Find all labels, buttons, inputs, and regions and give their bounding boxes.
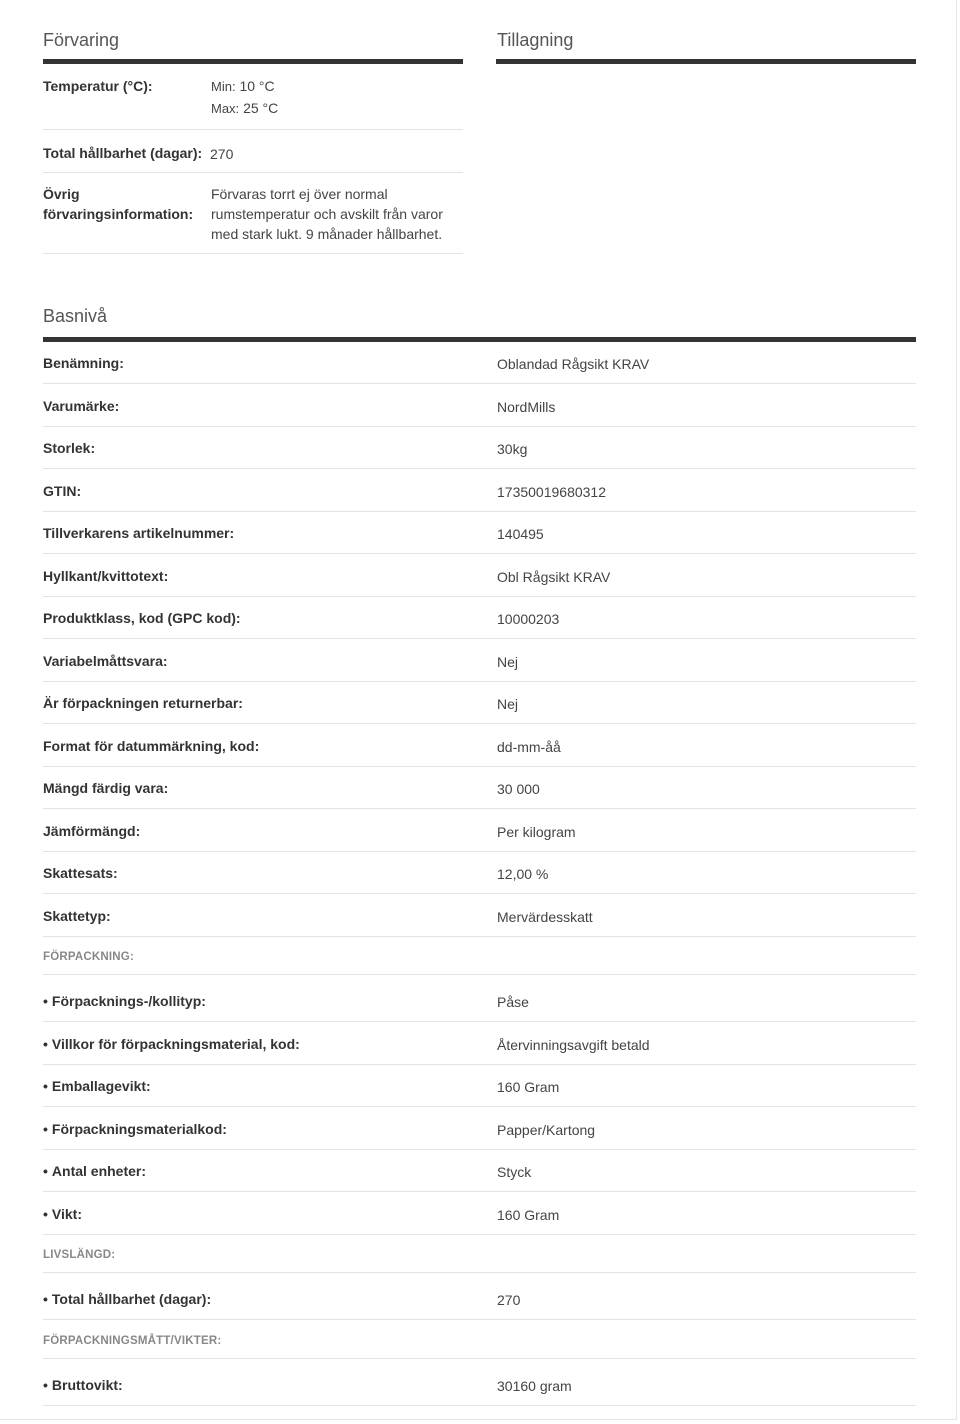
- forpackning-row-label: • Förpackningsmaterialkod:: [43, 1121, 227, 1137]
- shelf-life-label: Total hållbarhet (dagar):: [43, 145, 203, 161]
- basniva-row-label: Tillverkarens artikelnummer:: [43, 525, 235, 541]
- basniva-row-value: dd-mm-åå: [497, 739, 561, 755]
- basniva-row-value: NordMills: [497, 399, 556, 415]
- basniva-row-value: 12,00 %: [497, 866, 549, 882]
- basniva-row-label: Benämning:: [43, 355, 124, 371]
- forvaring-underline: [43, 59, 463, 64]
- row-divider: [43, 723, 916, 724]
- basniva-row-label: Mängd färdig vara:: [43, 780, 169, 796]
- row-divider: [43, 383, 916, 384]
- divider: [43, 129, 463, 130]
- basniva-row-label: Format för datummärkning, kod:: [43, 738, 260, 754]
- row-divider: [43, 936, 916, 937]
- matt-row-label: • Bruttovikt:: [43, 1377, 123, 1393]
- basniva-row-label: Jämförmängd:: [43, 823, 141, 839]
- tillagning-title: Tillagning: [497, 30, 574, 50]
- basniva-row-value: 30kg: [497, 441, 528, 457]
- basniva-row-label: Varumärke:: [43, 398, 120, 414]
- forpackning-heading: FÖRPACKNING:: [43, 951, 134, 963]
- forpackning-row-label: • Vikt:: [43, 1206, 82, 1222]
- basniva-row-label: GTIN:: [43, 483, 82, 499]
- livslangd-heading: LIVSLÄNGD:: [43, 1249, 116, 1261]
- row-divider: [43, 1021, 916, 1022]
- row-divider: [43, 851, 916, 852]
- row-divider: [43, 426, 916, 427]
- basniva-row-label: Variabelmåttsvara:: [43, 653, 168, 669]
- forpackning-row-value: Papper/Kartong: [497, 1122, 596, 1138]
- basniva-row-value: Oblandad Rågsikt KRAV: [497, 356, 650, 372]
- temperature-label: Temperatur (°C):: [43, 78, 153, 94]
- row-divider: [43, 808, 916, 809]
- row-divider: [43, 511, 916, 512]
- basniva-row-label: Skattetyp:: [43, 908, 111, 924]
- row-divider: [43, 1234, 916, 1235]
- forpackning-row-value: 160 Gram: [497, 1207, 560, 1223]
- forpackning-row-label: • Emballagevikt:: [43, 1078, 151, 1094]
- basniva-row-value: 140495: [497, 526, 544, 542]
- divider: [43, 253, 463, 254]
- basniva-title: Basnivå: [43, 306, 108, 326]
- other-storage-label: Övrig förvaringsinformation:: [43, 186, 194, 222]
- forpackning-row-label: • Villkor för förpackningsmaterial, kod:: [43, 1036, 300, 1052]
- forpackning-row-label: • Förpacknings-/kollityp:: [43, 993, 206, 1009]
- row-divider: [43, 1106, 916, 1107]
- basniva-row-label: Produktklass, kod (GPC kod):: [43, 610, 241, 626]
- forpackning-row-value: Styck: [497, 1164, 532, 1180]
- matt-row-value: 30160 gram: [497, 1378, 572, 1394]
- forvaring-title: Förvaring: [43, 30, 120, 50]
- row-divider: [43, 553, 916, 554]
- row-divider: [43, 596, 916, 597]
- basniva-row-value: Nej: [497, 654, 519, 670]
- row-divider: [43, 681, 916, 682]
- forpackning-row-value: 160 Gram: [497, 1079, 560, 1095]
- tillagning-underline: [496, 59, 916, 64]
- shelf-life-value: 270: [210, 146, 234, 162]
- temperature-max: Max: 25 °C: [211, 100, 279, 116]
- row-divider: [43, 893, 916, 894]
- temperature-min: Min: 10 °C: [211, 78, 275, 94]
- other-storage-value: Förvaras torrt ej över normal rumstemperatur och avskilt från varor med stark lukt. 9 månader hållbarhet.: [211, 186, 443, 242]
- basniva-row-value: 10000203: [497, 611, 560, 627]
- row-divider: [43, 638, 916, 639]
- row-divider: [43, 766, 916, 767]
- basniva-row-value: Obl Rågsikt KRAV: [497, 569, 611, 585]
- forpackning-row-value: Återvinningsavgift betald: [497, 1037, 650, 1053]
- basniva-row-value: 17350019680312: [497, 484, 607, 500]
- row-divider: [43, 1272, 916, 1273]
- row-divider: [43, 1064, 916, 1065]
- row-divider: [43, 1149, 916, 1150]
- matt-heading: FÖRPACKNINGSMÅTT/VIKTER:: [43, 1335, 222, 1347]
- divider: [43, 172, 463, 173]
- basniva-row-label: Hyllkant/kvittotext:: [43, 568, 169, 584]
- basniva-row-label: Skattesats:: [43, 865, 118, 881]
- row-divider: [43, 1358, 916, 1359]
- row-divider: [43, 1319, 916, 1320]
- basniva-row-value: Nej: [497, 696, 519, 712]
- row-divider: [43, 1191, 916, 1192]
- basniva-row-value: Mervärdesskatt: [497, 909, 593, 925]
- row-divider: [43, 974, 916, 975]
- basniva-underline: [43, 337, 916, 342]
- basniva-row-value: Per kilogram: [497, 824, 576, 840]
- row-divider: [43, 1405, 916, 1406]
- forpackning-row-value: Påse: [497, 994, 529, 1010]
- basniva-row-label: Är förpackningen returnerbar:: [43, 695, 243, 711]
- row-divider: [43, 468, 916, 469]
- livslangd-row-value: 270: [497, 1292, 521, 1308]
- basniva-row-value: 30 000: [497, 781, 540, 797]
- livslangd-row-label: • Total hållbarhet (dagar):: [43, 1291, 211, 1307]
- forpackning-row-label: • Antal enheter:: [43, 1163, 146, 1179]
- basniva-row-label: Storlek:: [43, 440, 96, 456]
